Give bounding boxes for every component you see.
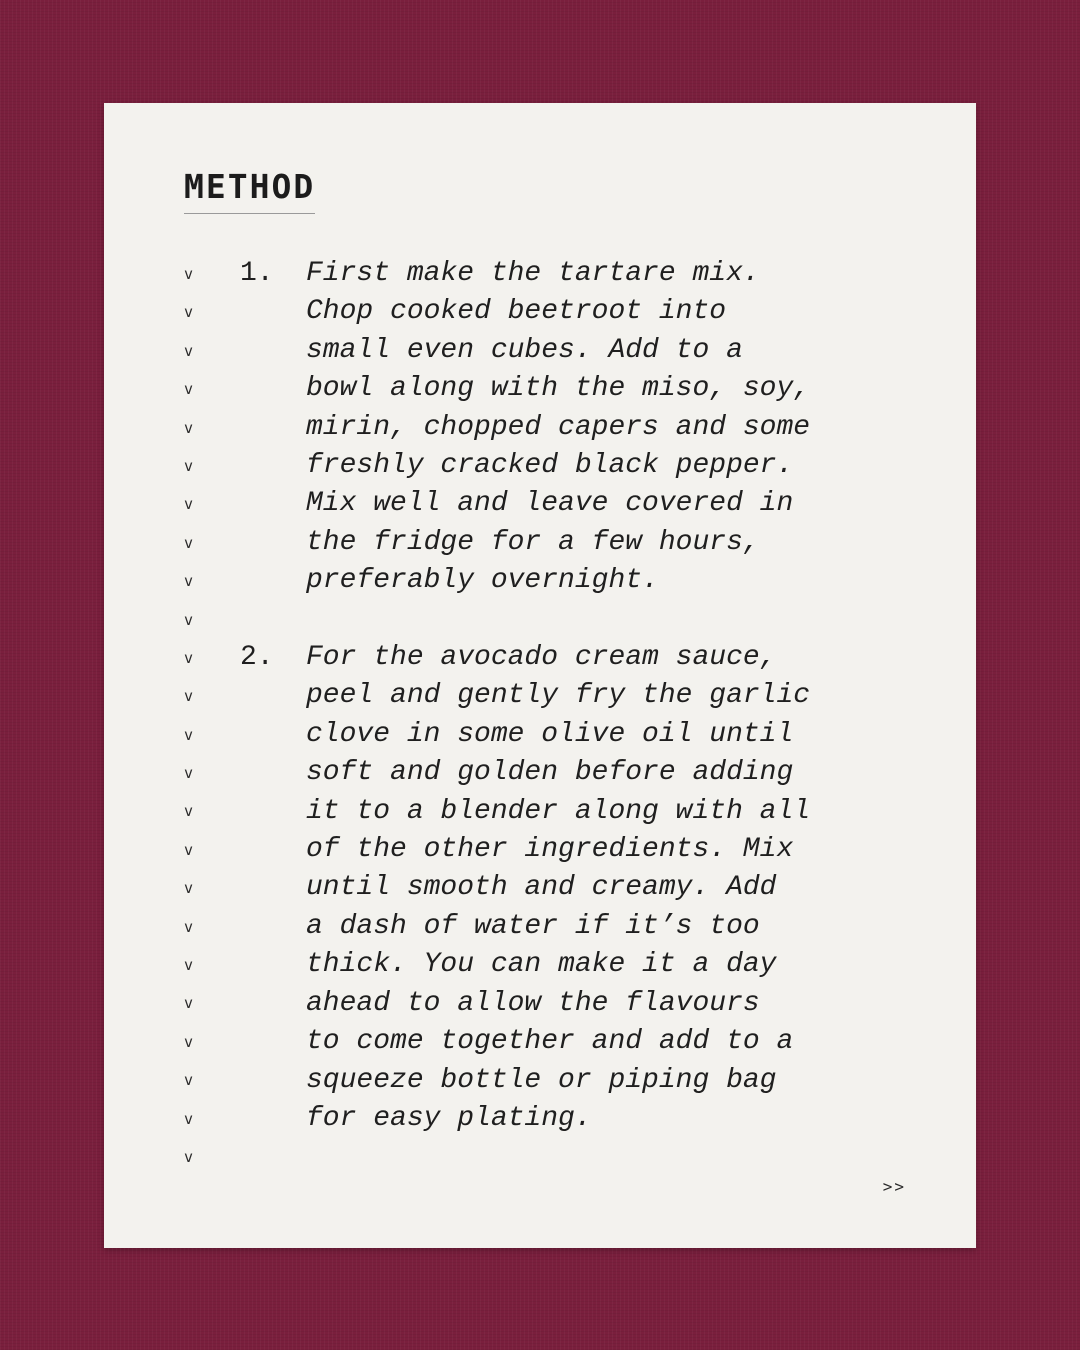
checkmark-icon: v <box>184 687 194 706</box>
checkmark-icon: v <box>184 303 194 322</box>
checkmark-icon: v <box>184 994 194 1013</box>
section-title: METHOD <box>184 167 315 214</box>
checkmark-column <box>184 255 198 1176</box>
checkmark-icon: v <box>184 418 194 437</box>
checkmark-icon: v <box>184 917 194 936</box>
checkmark-icon: v <box>184 956 194 975</box>
checkmark-icon: v <box>184 1032 194 1051</box>
checkmark-icon: v <box>184 610 194 629</box>
checkmark-icon: v <box>184 1071 194 1090</box>
next-page-indicator[interactable]: >> <box>882 1177 906 1196</box>
checkmark-icon: v <box>184 648 194 667</box>
checkmark-icon: v <box>184 265 194 283</box>
step-text: First make the tartare mix. Chop cooked beetroot into small even cubes. Add to a bowl along with the miso, soy, mirin, chopped capers and some freshly cracked black pepper. Mix well and leave covered in the fridge for a few hours, preferably overnight. <box>306 258 811 597</box>
checkmark-icon: v <box>184 533 194 552</box>
step-number: 1. <box>240 258 274 289</box>
checkmark-icon: v <box>184 802 194 821</box>
checkmark-icon: v <box>184 1109 194 1128</box>
step-number: 2. <box>240 642 274 674</box>
checkmark-icon: v <box>184 380 194 399</box>
checkmark-icon: v <box>184 456 194 475</box>
checkmark-icon: v <box>184 495 194 514</box>
recipe-card <box>104 103 976 1248</box>
checkmark-icon: v <box>184 572 194 591</box>
checkmark-icon: v <box>184 341 194 360</box>
checkmark-icon: v <box>184 840 194 859</box>
method-steps <box>240 255 960 1177</box>
method-step <box>240 639 960 1138</box>
step-text: For the avocado cream sauce, peel and gently fry the garlic clove in some olive oil until soft and golden before adding it to a blender along with all of the other ingredients. Mix until smooth and creamy. Add a dash of water if it’s too thick. You can make it a day ahead to allow the flavours to come together and add to a squeeze bottle or piping bag for easy plating. <box>306 642 811 1134</box>
checkmark-icon: v <box>184 1147 194 1166</box>
checkmark-icon: v <box>184 725 194 744</box>
checkmark-icon: v <box>184 879 194 898</box>
checkmark-icon: v <box>184 764 194 783</box>
method-step <box>240 255 960 601</box>
